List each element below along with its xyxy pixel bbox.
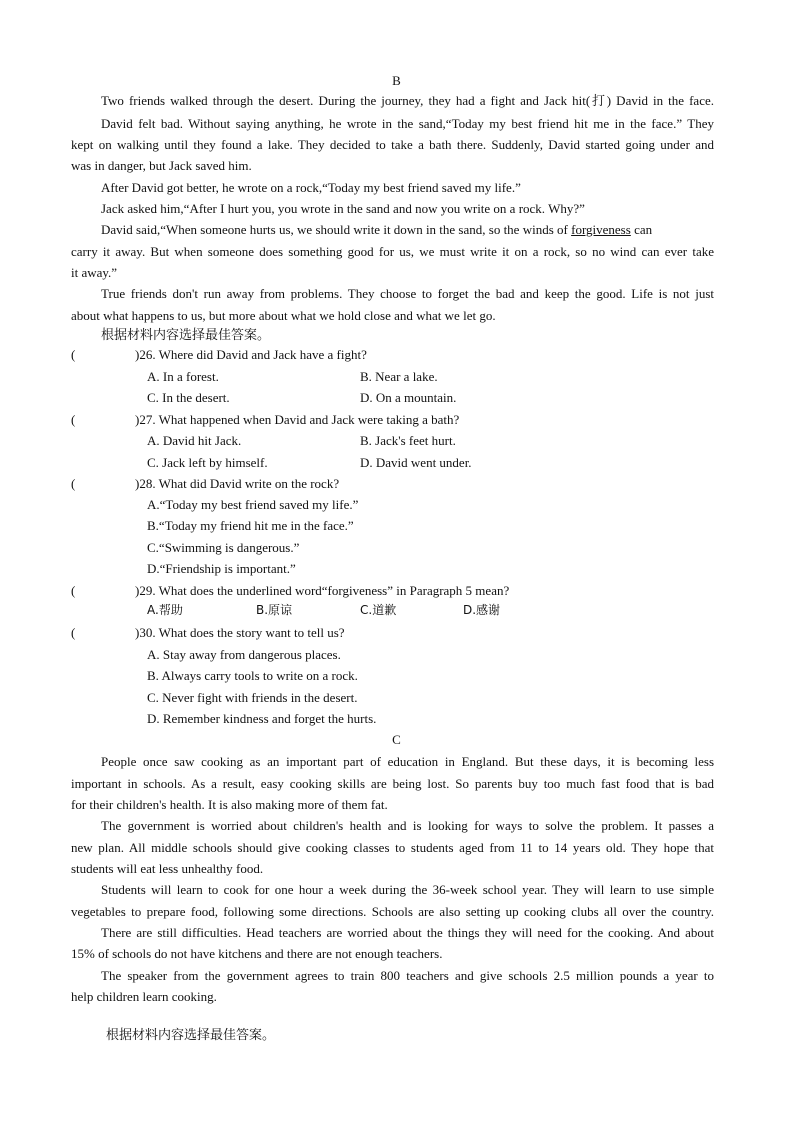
section-b-heading: B xyxy=(392,73,401,88)
passage-c-line: new plan. All middle schools should give cooking classes to students aged from 11 to 14 years old. They hope that xyxy=(71,840,714,855)
option-a[interactable]: A. Stay away from dangerous places. xyxy=(147,647,341,662)
passage-c-line: The government is worried about children's health and is looking for ways to solve the problem. It passes a xyxy=(101,818,714,833)
passage-c-line: students will eat less unhealthy food. xyxy=(71,861,264,876)
question-29: ( )29. What does the underlined word“forgiveness” in Paragraph 5 mean? xyxy=(71,583,510,598)
option-d[interactable]: D. David went under. xyxy=(360,455,472,470)
underlined-word-forgiveness: forgiveness xyxy=(571,222,631,237)
option-d[interactable]: D.感谢 xyxy=(463,603,501,617)
passage-c-line: There are still difficulties. Head teachers are worried about the things they will need for the cooking. And about xyxy=(101,925,714,940)
option-a[interactable]: A. In a forest. xyxy=(147,369,219,384)
passage-b-line xyxy=(101,219,714,240)
option-b[interactable]: B. Near a lake. xyxy=(360,369,438,384)
option-c[interactable]: C. Never fight with friends in the desert. xyxy=(147,690,358,705)
question-27: ( )27. What happened when David and Jack were taking a bath? xyxy=(71,412,460,427)
passage-b-line: carry it away. But when someone does something good for us, we must write it on a rock, so no wind can ever take xyxy=(71,244,714,259)
option-d[interactable]: D. Remember kindness and forget the hurts. xyxy=(147,711,377,726)
passage-c-line: People once saw cooking as an important part of education in England. But these days, it is becoming less xyxy=(101,754,714,769)
passage-c-line: Students will learn to cook for one hour a week during the 36-week school year. They will learn to use simple xyxy=(101,882,714,897)
passage-b-line: was in danger, but Jack saved him. xyxy=(71,158,252,173)
option-d[interactable]: D.“Friendship is important.” xyxy=(147,561,296,576)
instruction-text: 根据材料内容选择最佳答案。 xyxy=(106,1028,276,1043)
option-c[interactable]: C. In the desert. xyxy=(147,390,230,405)
option-d[interactable]: D. On a mountain. xyxy=(360,390,457,405)
passage-c-line: help children learn cooking. xyxy=(71,989,217,1004)
instruction-text: 根据材料内容选择最佳答案。 xyxy=(101,328,271,343)
passage-b-line: about what happens to us, but more about what we hold close and what we let go. xyxy=(71,308,496,323)
passage-b-line: True friends don't run away from problems. They choose to forget the bad and keep the good. Life is not just xyxy=(101,286,714,301)
question-30: ( )30. What does the story want to tell us? xyxy=(71,625,345,640)
question-26: ( )26. Where did David and Jack have a fight? xyxy=(71,347,367,362)
passage-c-line: for their children's health. It is also making more of them fat. xyxy=(71,797,388,812)
option-b[interactable]: B. Always carry tools to write on a rock. xyxy=(147,668,358,683)
option-b[interactable]: B. Jack's feet hurt. xyxy=(360,433,456,448)
option-c[interactable]: C. Jack left by himself. xyxy=(147,455,268,470)
option-c[interactable]: C.道歉 xyxy=(360,603,397,617)
option-b[interactable]: B.“Today my friend hit me in the face.” xyxy=(147,518,354,533)
option-a[interactable]: A.帮助 xyxy=(147,603,183,617)
passage-b-line: Jack asked him,“After I hurt you, you wrote in the sand and now you write on a rock. Why?” xyxy=(101,201,585,216)
passage-b-line: kept on walking until they found a lake. They decided to take a bath there. Suddenly, David started going under and xyxy=(71,137,714,152)
passage-c-line: 15% of schools do not have kitchens and there are not enough teachers. xyxy=(71,946,443,961)
passage-b-line: Two friends walked through the desert. During the journey, they had a fight and Jack hit(打) David in the face. xyxy=(101,93,714,108)
section-c-heading: C xyxy=(392,732,401,747)
passage-b-line: David felt bad. Without saying anything, he wrote in the sand,“Today my best friend hit me in the face.” They xyxy=(101,116,714,131)
option-c[interactable]: C.“Swimming is dangerous.” xyxy=(147,540,300,555)
option-a[interactable]: A. David hit Jack. xyxy=(147,433,242,448)
passage-text: can xyxy=(634,222,653,237)
question-28: ( )28. What did David write on the rock? xyxy=(71,476,340,491)
passage-c-line: important in schools. As a result, easy cooking skills are being lost. So parents buy too much fast food that is bad xyxy=(71,776,714,791)
passage-c-line: vegetables to prepare food, following some directions. Schools are also setting up cooking clubs all over the country. xyxy=(71,904,714,919)
passage-text: David said,“When someone hurts us, we should write it down in the sand, so the winds of xyxy=(101,222,568,237)
option-a[interactable]: A.“Today my best friend saved my life.” xyxy=(147,497,359,512)
passage-b-line: it away.” xyxy=(71,265,118,280)
option-b[interactable]: B.原谅 xyxy=(256,603,293,617)
passage-c-line: The speaker from the government agrees to train 800 teachers and give schools 2.5 million pounds a year to xyxy=(101,968,714,983)
passage-b-line: After David got better, he wrote on a rock,“Today my best friend saved my life.” xyxy=(101,180,521,195)
